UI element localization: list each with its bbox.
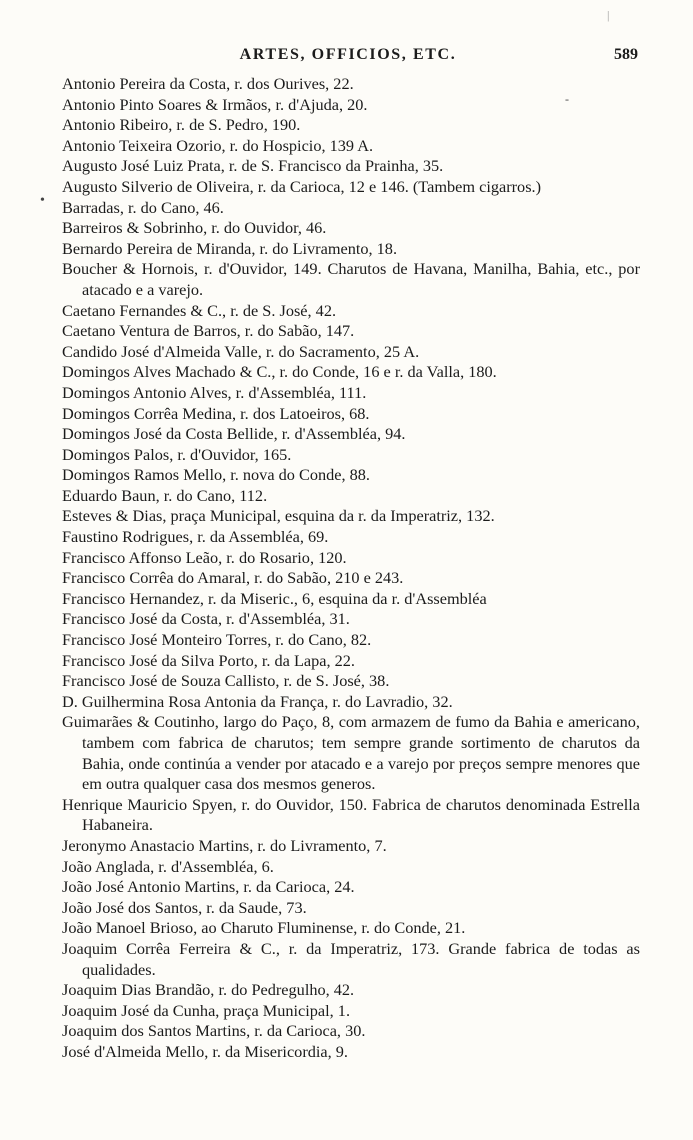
- directory-entry: Francisco José Monteiro Torres, r. do Cano, 82.: [62, 630, 372, 650]
- margin-mark-top: |: [607, 8, 610, 22]
- directory-entry: Joaquim José da Cunha, praça Municipal, 1.: [62, 1000, 351, 1020]
- directory-entry: Francisco José de Souza Callisto, r. de S. José, 38.: [62, 671, 390, 691]
- directory-entry: Francisco José da Silva Porto, r. da Lapa, 22.: [62, 650, 356, 670]
- directory-entry: Francisco José da Costa, r. d'Assembléa, 31.: [62, 609, 350, 629]
- directory-entry: Candido José d'Almeida Valle, r. do Sacramento, 25 A.: [62, 341, 420, 361]
- directory-entry: Domingos Palos, r. d'Ouvidor, 165.: [62, 444, 292, 464]
- section-title: ARTES, OFFICIOS, ETC.: [239, 46, 457, 63]
- directory-entry: João Manoel Brioso, ao Charuto Fluminense, r. do Conde, 21.: [62, 918, 466, 938]
- directory-entry: Domingos José da Costa Bellide, r. d'Assembléa, 94.: [62, 424, 406, 444]
- directory-entry: Augusto José Luiz Prata, r. de S. Francisco da Prainha, 35.: [62, 156, 444, 176]
- directory-entry: Antonio Pinto Soares & Irmãos, r. d'Ajuda, 20.: [62, 94, 368, 114]
- directory-entry: Francisco Hernandez, r. da Miseric., 6, esquina da r. d'Assembléa: [62, 588, 487, 608]
- directory-entry: Joaquim Corrêa Ferreira & C., r. da Imperatriz, 173. Grande fabrica de todas as qualidades.: [62, 938, 640, 979]
- directory-entry: João Anglada, r. d'Assembléa, 6.: [62, 856, 274, 876]
- directory-entry: Faustino Rodrigues, r. da Assembléa, 69.: [62, 527, 329, 547]
- directory-entry: Domingos Corrêa Medina, r. dos Latoeiros, 68.: [62, 403, 370, 423]
- directory-entry: Antonio Pereira da Costa, r. dos Ourives, 22.: [62, 74, 354, 93]
- directory-entry: Augusto Silverio de Oliveira, r. da Carioca, 12 e 146. (Tambem cigarros.): [62, 176, 542, 196]
- directory-entry: Barreiros & Sobrinho, r. do Ouvidor, 46.: [62, 218, 327, 238]
- directory-list: [62, 74, 640, 1063]
- directory-entry: Henrique Mauricio Spyen, r. do Ouvidor, 150. Fabrica de charutos denominada Estrella Habaneira.: [62, 794, 640, 835]
- directory-entry: Francisco Affonso Leão, r. do Rosario, 120.: [62, 547, 347, 567]
- directory-entry: Francisco Corrêa do Amaral, r. do Sabão, 210 e 243.: [62, 568, 404, 588]
- directory-entry: Guimarães & Coutinho, largo do Paço, 8, com armazem de fumo da Bahia e americano, tambem com fabrica de charutos; tem sempre grande sortimento de charutos da Bahia, onde continúa a vender por atacado e a varejo por preços sempre menores que em outra qualquer casa dos mesmos generos.: [62, 712, 640, 794]
- directory-entry: Caetano Ventura de Barros, r. do Sabão, 147.: [62, 321, 355, 341]
- directory-entry: Boucher & Hornois, r. d'Ouvidor, 149. Charutos de Havana, Manilha, Bahia, etc., por atacado e a varejo.: [62, 259, 640, 299]
- page-number: 589: [614, 46, 638, 63]
- directory-entry: Barradas, r. do Cano, 46.: [62, 197, 224, 217]
- running-header: [58, 46, 638, 72]
- directory-entry: Joaquim dos Santos Martins, r. da Carioca, 30.: [62, 1021, 366, 1041]
- margin-tick: -: [565, 92, 569, 106]
- directory-entry: Domingos Ramos Mello, r. nova do Conde, 88.: [62, 465, 370, 485]
- directory-entry: D. Guilhermina Rosa Antonia da França, r. do Lavradio, 32.: [62, 691, 453, 711]
- directory-entry: Domingos Alves Machado & C., r. do Conde, 16 e r. da Valla, 180.: [62, 362, 497, 382]
- directory-entry: Joaquim Dias Brandão, r. do Pedregulho, 42.: [62, 980, 355, 1000]
- directory-entry: Eduardo Baun, r. do Cano, 112.: [62, 485, 268, 505]
- directory-entry: Jeronymo Anastacio Martins, r. do Livramento, 7.: [62, 835, 387, 855]
- directory-entry: Domingos Antonio Alves, r. d'Assembléa, 111.: [62, 382, 367, 402]
- directory-entry: Bernardo Pereira de Miranda, r. do Livramento, 18.: [62, 238, 398, 258]
- margin-dot: •: [40, 193, 45, 208]
- directory-entry: João José Antonio Martins, r. da Carioca, 24.: [62, 877, 355, 897]
- directory-entry: José d'Almeida Mello, r. da Misericordia, 9.: [62, 1041, 348, 1061]
- directory-entry: Antonio Teixeira Ozorio, r. do Hospicio, 139 A.: [62, 135, 374, 155]
- directory-entry: Caetano Fernandes & C., r. de S. José, 42.: [62, 300, 337, 320]
- directory-entry: Esteves & Dias, praça Municipal, esquina da r. da Imperatriz, 132.: [62, 506, 495, 526]
- directory-entry: João José dos Santos, r. da Saude, 73.: [62, 897, 307, 917]
- directory-entry: Antonio Ribeiro, r. de S. Pedro, 190.: [62, 115, 301, 135]
